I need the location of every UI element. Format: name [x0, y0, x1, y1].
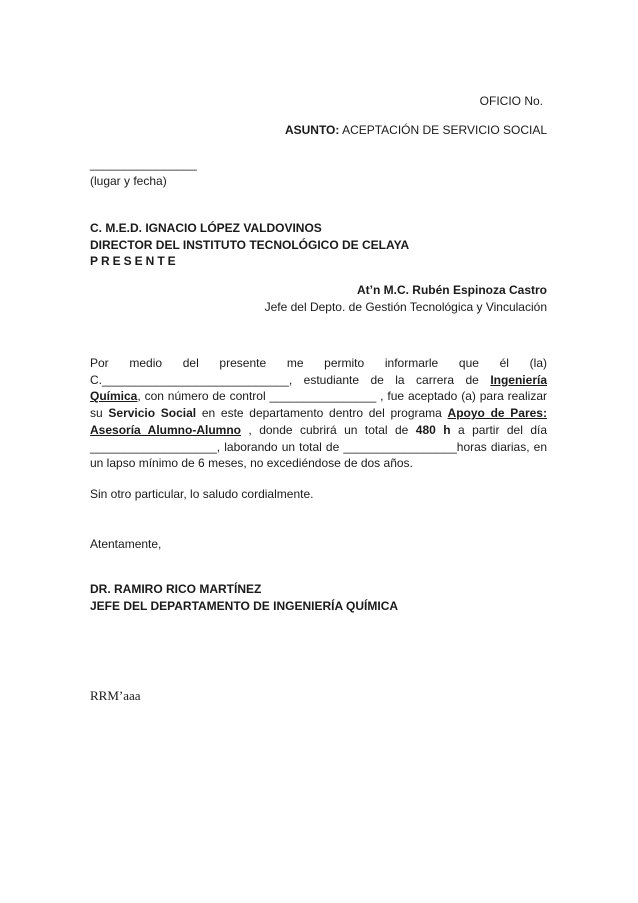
body-paragraph: [90, 355, 547, 472]
body-text-2: , con número de control ________________ , fue aceptado (a) para realizar su: [90, 389, 547, 421]
closing-line: Sin otro particular, lo saludo cordialmente.: [90, 487, 314, 501]
presente-label: PRESENTE: [90, 254, 179, 268]
attention-name: At’n M.C. Rubén Espinoza Castro: [356, 283, 547, 297]
recipient-title: DIRECTOR DEL INSTITUTO TECNOLÓGICO DE CELAYA: [90, 238, 410, 252]
place-date-line: ________________: [90, 157, 197, 171]
signer-title: JEFE DEL DEPARTAMENTO DE INGENIERÍA QUÍMICA: [90, 599, 399, 613]
place-date-label: (lugar y fecha): [90, 174, 167, 188]
service-label: Servicio Social: [108, 406, 197, 421]
initials: RRM’aaa: [90, 688, 141, 703]
recipient-name: C. M.E.D. IGNACIO LÓPEZ VALDOVINOS: [90, 221, 322, 235]
subject-text: ACEPTACIÓN DE SERVICIO SOCIAL: [342, 123, 547, 137]
career-name: Ingeniería Química: [90, 372, 547, 404]
body-text-5: a partir del día ___________________, laborando un total de _________________horas diarias, en un lapso mínimo de 6 meses, no excediéndose de dos años.: [90, 422, 548, 471]
attention-title: Jefe del Depto. de Gestión Tecnológica y Vinculación: [264, 300, 547, 314]
signer-name: DR. RAMIRO RICO MARTÍNEZ: [90, 582, 262, 596]
program-name: Apoyo de Pares: Asesoría Alumno-Alumno: [90, 406, 547, 437]
body-text-1: Por medio del presente me permito informarle que él (la) C.____________________________, estudiante de la carrera de: [90, 356, 547, 387]
subject-line: [285, 122, 547, 138]
oficio-number: OFICIO No.: [479, 94, 543, 108]
total-hours: 480 h: [415, 422, 451, 437]
subject-label: ASUNTO:: [284, 123, 340, 137]
body-text-3: en este departamento dentro del programa: [196, 406, 448, 421]
body-text-4: , donde cubrirá un total de: [241, 422, 416, 437]
atentamente-label: Atentamente,: [90, 537, 162, 551]
